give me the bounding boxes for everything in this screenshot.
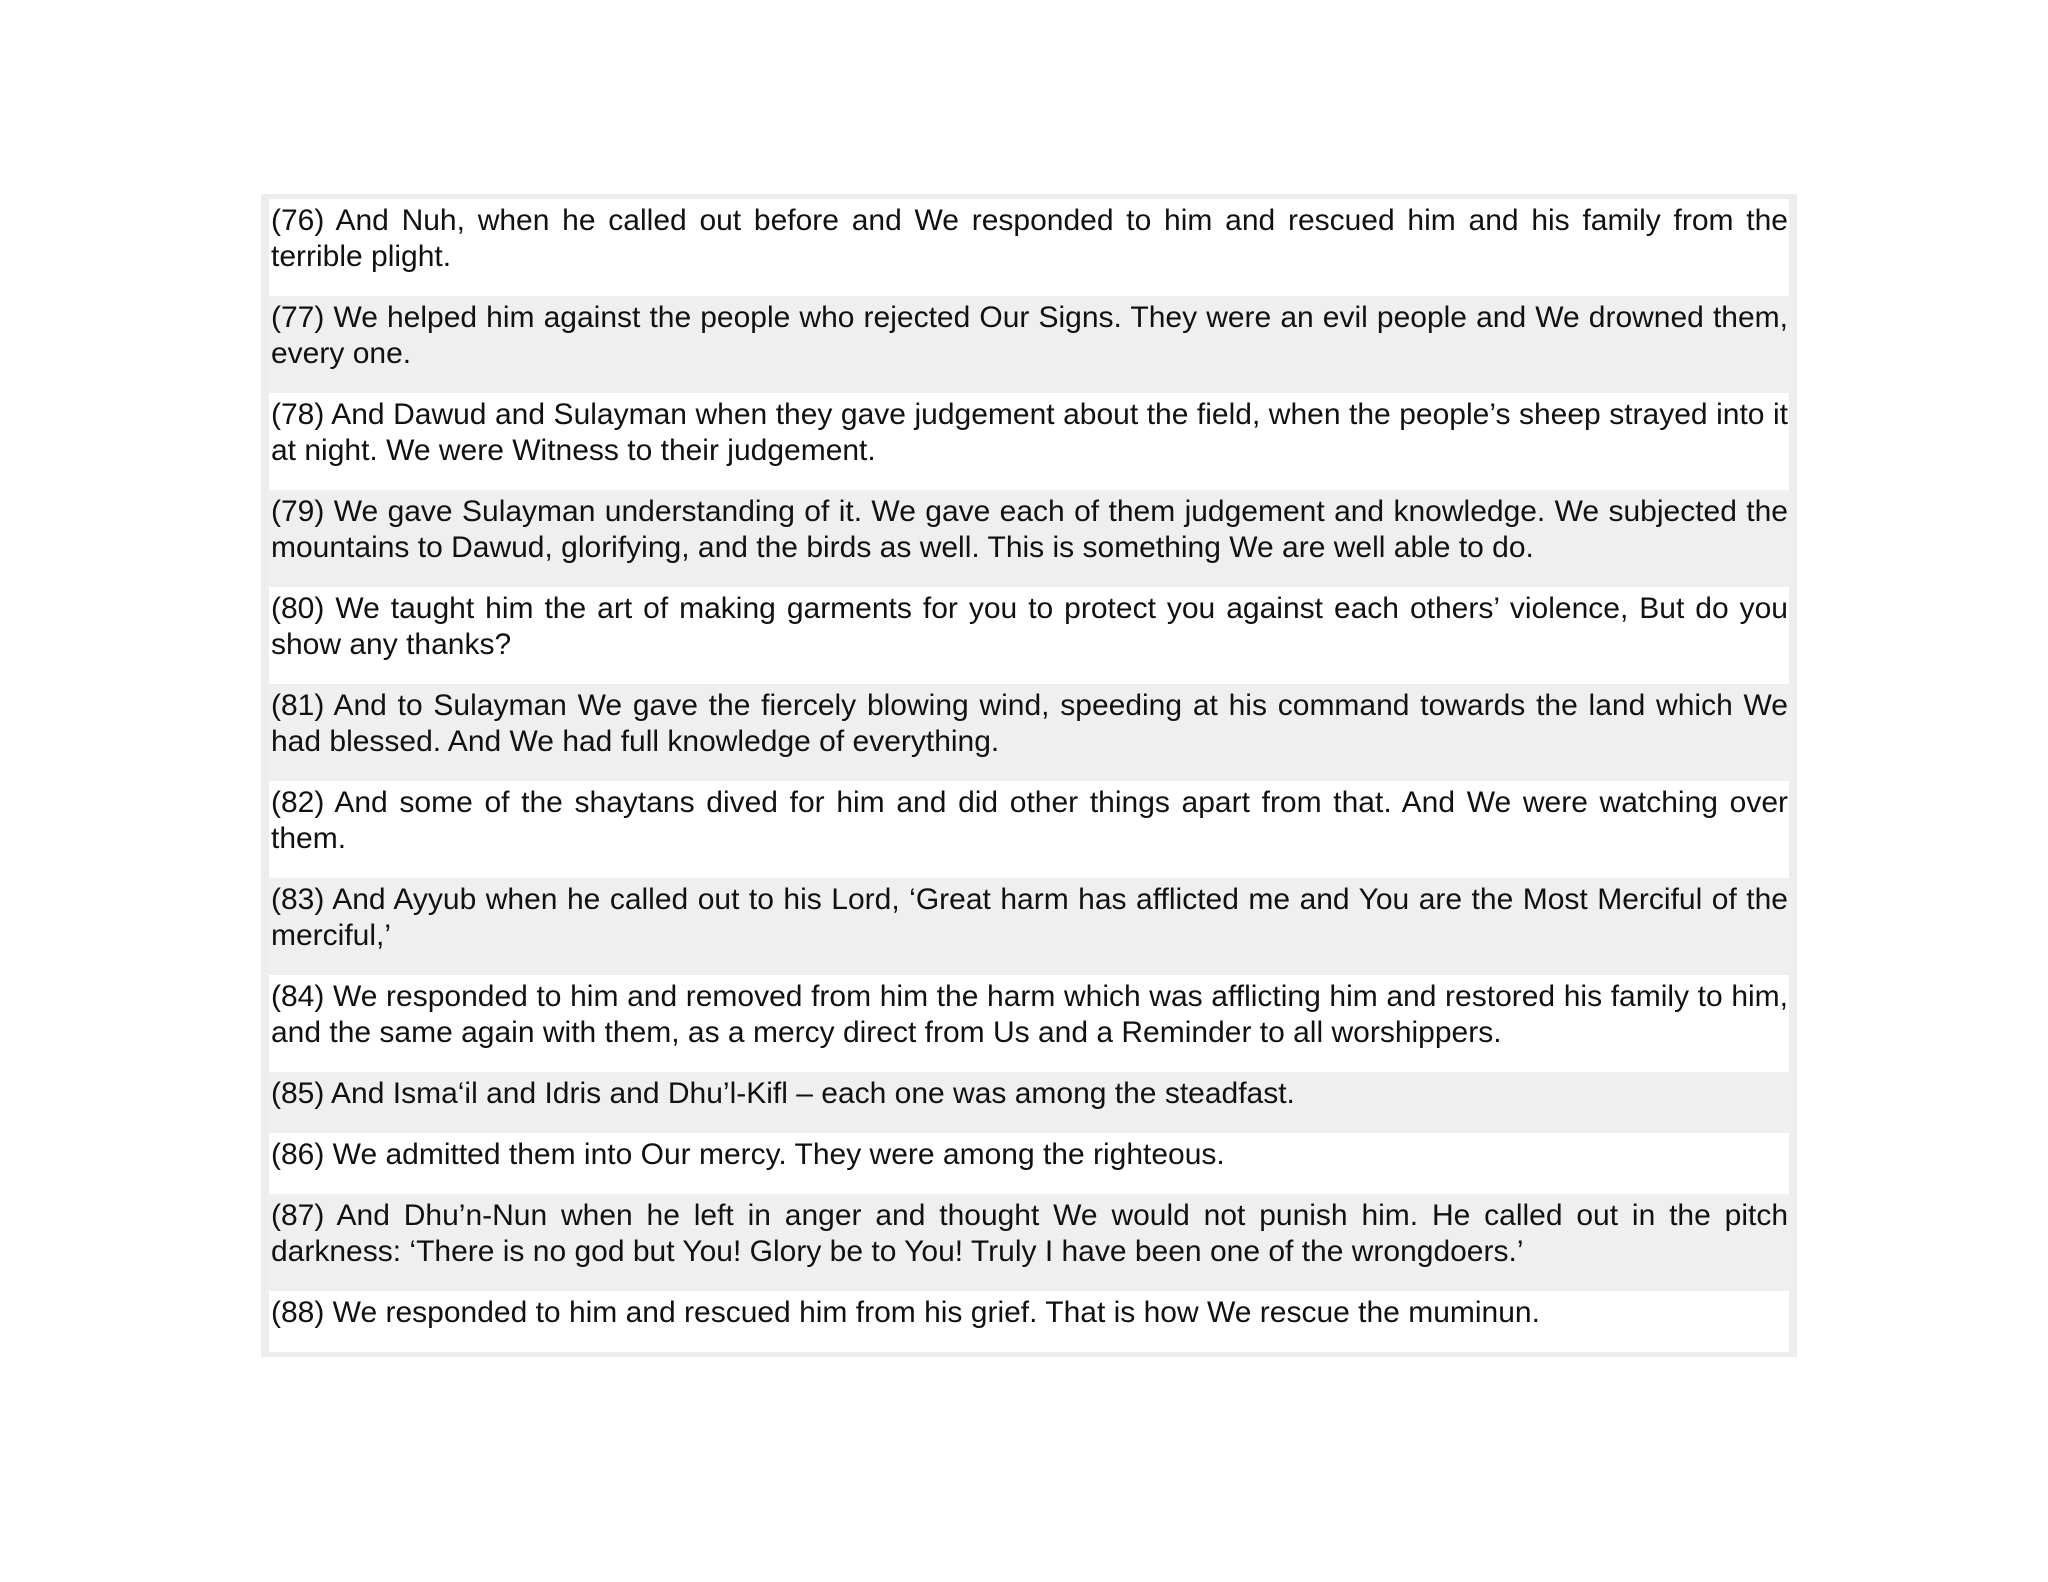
- verse-row-77: (77) We helped him against the people who rejected Our Signs. They were an evil people and We drowned them, every one.: [266, 296, 1792, 393]
- verse-row-81: (81) And to Sulayman We gave the fiercely blowing wind, speeding at his command towards the land which We had blessed. And We had full knowledge of everything.: [266, 684, 1792, 781]
- verse-row-87: (87) And Dhu’n-Nun when he left in anger and thought We would not punish him. He called out in the pitch darkness: ‘There is no god but You! Glory be to You! Truly I have been one of the wrongdoers.’: [266, 1194, 1792, 1291]
- verse-row-76: (76) And Nuh, when he called out before and We responded to him and rescued him and his family from the terrible plight.: [269, 199, 1789, 296]
- verse-row-82: (82) And some of the shaytans dived for him and did other things apart from that. And We were watching over them.: [269, 781, 1789, 878]
- verse-row-85: (85) And Isma‘il and Idris and Dhu’l-Kifl – each one was among the steadfast.: [266, 1072, 1792, 1133]
- verse-row-80: (80) We taught him the art of making garments for you to protect you against each others’ violence, But do you show any thanks?: [269, 587, 1789, 684]
- verse-row-79: (79) We gave Sulayman understanding of it. We gave each of them judgement and knowledge. We subjected the mountains to Dawud, glorifying, and the birds as well. This is something We are well able to do.: [266, 490, 1792, 587]
- verse-row-86: (86) We admitted them into Our mercy. They were among the righteous.: [269, 1133, 1789, 1194]
- verse-row-83: (83) And Ayyub when he called out to his Lord, ‘Great harm has afflicted me and You are the Most Merciful of the merciful,’: [266, 878, 1792, 975]
- verse-table: [261, 194, 1797, 1357]
- verse-row-78: (78) And Dawud and Sulayman when they gave judgement about the field, when the people’s sheep strayed into it at night. We were Witness to their judgement.: [269, 393, 1789, 490]
- verse-row-84: (84) We responded to him and removed from him the harm which was afflicting him and restored his family to him, and the same again with them, as a mercy direct from Us and a Reminder to all worshippers.: [269, 975, 1789, 1072]
- verse-row-88: (88) We responded to him and rescued him from his grief. That is how We rescue the muminun.: [269, 1291, 1789, 1352]
